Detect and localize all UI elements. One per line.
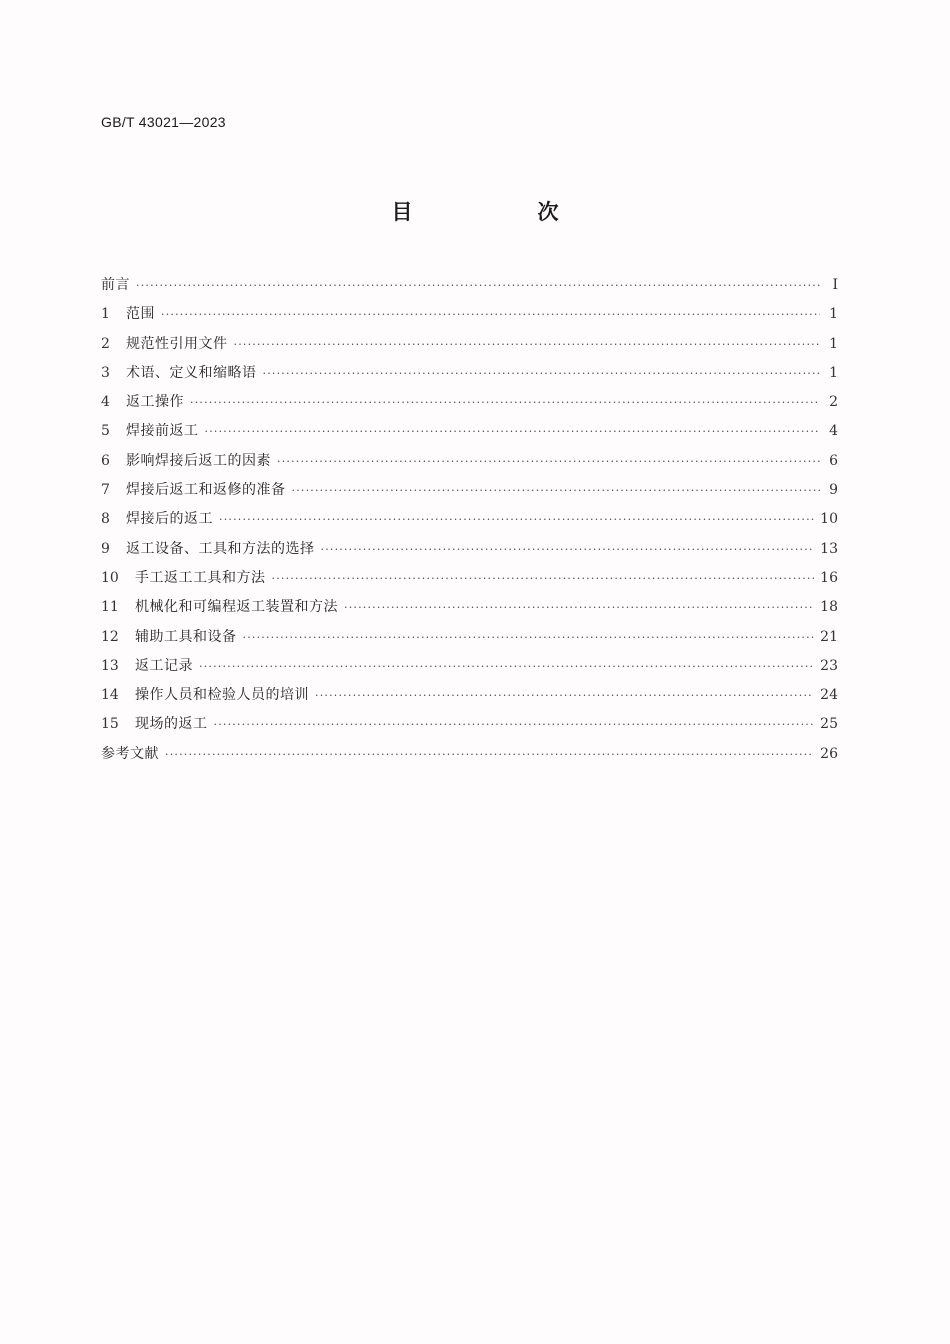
toc-entry-label: 操作人员和检验人员的培训 [135,687,309,704]
toc-entry-9[interactable] [101,538,838,567]
toc-entry-page: 1 [829,335,838,352]
toc-leader-dots [292,484,821,497]
toc-entry-11[interactable] [101,596,838,625]
toc-entry-number: 5 [101,423,110,440]
toc-leader-dots [277,455,820,468]
toc-entry-12[interactable] [101,626,838,655]
toc-entry-label: 参考文献 [101,745,159,762]
toc-leader-dots [344,601,814,614]
toc-entry-label: 返工记录 [135,657,193,674]
toc-leader-dots [165,748,814,761]
toc-entry-label: 焊接前返工 [126,423,199,440]
toc-entry-page: 2 [829,394,838,411]
toc-leader-dots [219,513,814,526]
toc-leader-dots [136,279,820,292]
toc-leader-dots [205,425,821,438]
toc-entry-number: 8 [101,511,110,528]
toc-entry-number: 10 [101,569,119,586]
toc-entry-number: 6 [101,452,110,469]
toc-entry-bibliography[interactable] [101,743,838,772]
toc-entry-number: 9 [101,540,110,557]
toc-entry-13[interactable] [101,655,838,684]
toc-leader-dots [243,631,815,644]
toc-entry-label: 手工返工工具和方法 [135,569,266,586]
toc-entry-14[interactable] [101,684,838,713]
toc-entry-page: 6 [829,452,838,469]
toc-entry-number: 14 [101,687,119,704]
toc-entry-label: 焊接后的返工 [126,511,213,528]
toc-entry-8[interactable] [101,508,838,537]
toc-entry-page: 24 [820,687,838,704]
toc-entry-label: 辅助工具和设备 [135,628,237,645]
toc-entry-page: 13 [820,540,838,557]
toc-entry-label: 范围 [126,306,155,323]
toc-leader-dots [161,308,820,321]
toc-entry-page: 10 [820,511,838,528]
toc-leader-dots [321,543,815,556]
table-of-contents [101,274,838,772]
toc-leader-dots [272,572,815,585]
toc-entry-label: 前言 [101,277,130,293]
toc-leader-dots [315,689,814,702]
toc-entry-number: 4 [101,394,110,411]
toc-entry-page: 26 [820,745,838,762]
toc-leader-dots [190,396,820,409]
toc-entry-10[interactable] [101,567,838,596]
toc-entry-page: 18 [820,599,838,616]
toc-entry-number: 15 [101,716,119,733]
standard-code: GB/T 43021—2023 [101,114,226,130]
toc-leader-dots [214,718,815,731]
toc-entry-number: 2 [101,335,110,352]
toc-entry-label: 现场的返工 [135,716,208,733]
toc-entry-number: 7 [101,482,110,499]
toc-entry-number: 3 [101,364,110,381]
toc-entry-number: 13 [101,657,119,674]
toc-entry-label: 影响焊接后返工的因素 [126,452,271,469]
toc-entry-page: 23 [820,657,838,674]
toc-entry-page: 9 [829,482,838,499]
toc-entry-page: 1 [829,364,838,381]
toc-entry-page: 25 [820,716,838,733]
toc-entry-2[interactable] [101,333,838,362]
toc-leader-dots [234,338,821,351]
toc-entry-4[interactable] [101,391,838,420]
toc-entry-page: 1 [829,306,838,323]
toc-entry-5[interactable] [101,420,838,449]
toc-entry-label: 焊接后返工和返修的准备 [126,482,286,499]
page-title: 目 次 [391,200,611,224]
toc-leader-dots [199,660,814,673]
toc-entry-15[interactable] [101,713,838,742]
toc-entry-page: Ⅰ [832,277,838,293]
toc-entry-label: 返工设备、工具和方法的选择 [126,540,315,557]
toc-entry-label: 机械化和可编程返工装置和方法 [135,599,338,616]
toc-entry-number: 1 [101,306,110,323]
toc-entry-3[interactable] [101,362,838,391]
toc-entry-1[interactable] [101,303,838,332]
toc-entry-number: 12 [101,628,119,645]
toc-leader-dots [263,367,821,380]
toc-entry-number: 11 [101,599,119,616]
toc-entry-page: 4 [829,423,838,440]
toc-entry-label: 术语、定义和缩略语 [126,364,257,381]
toc-entry-7[interactable] [101,479,838,508]
toc-entry-page: 16 [820,569,838,586]
toc-entry-label: 返工操作 [126,394,184,411]
toc-entry-6[interactable] [101,450,838,479]
toc-entry-foreword[interactable] [101,274,838,303]
toc-entry-label: 规范性引用文件 [126,335,228,352]
toc-entry-page: 21 [820,628,838,645]
